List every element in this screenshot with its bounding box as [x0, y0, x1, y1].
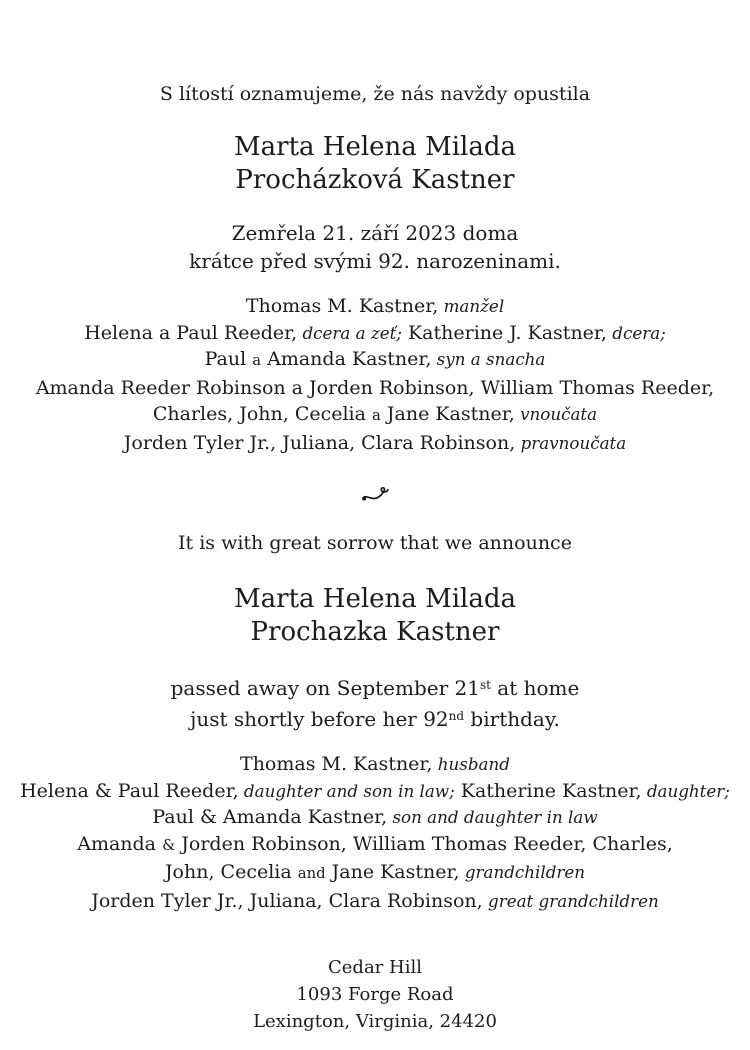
family-line — [0, 888, 750, 915]
name-text: Amanda — [77, 832, 163, 855]
name-text: and — [297, 865, 326, 882]
name-text: Paul — [204, 348, 253, 370]
name-text: Jorden Tyler Jr., Juliana, Clara Robinson, — [91, 889, 483, 912]
name-text: Thomas M. Kastner, — [240, 753, 433, 775]
relationship-text: pravnoučata — [515, 432, 627, 453]
city-state-zip: Lexington, Virginia, 24420 — [253, 1011, 497, 1032]
family-line — [0, 751, 750, 778]
relationship-text: daughter and son in law; — [238, 780, 455, 801]
relationship-text: son and daughter in law — [387, 807, 598, 827]
death-age-czech: krátce před svými 92. narozeninami. — [189, 249, 561, 273]
family-list-english — [0, 751, 750, 914]
name-text: Helena a Paul Reeder, — [84, 321, 298, 344]
family-line — [0, 293, 750, 320]
name-text: Jane Kastner, — [380, 403, 515, 425]
death-notice-czech — [0, 219, 750, 275]
death-date-english — [0, 671, 750, 702]
family-line — [0, 831, 750, 860]
name-text: Amanda Kastner, — [261, 348, 432, 370]
deceased-name-czech-line1: Marta Helena Milada — [234, 132, 516, 162]
family-line — [0, 804, 750, 831]
relationship-text: vnoučata — [514, 404, 598, 424]
death-notice-english — [0, 671, 750, 733]
relationship-text: daughter; — [641, 780, 730, 801]
name-text: & — [162, 836, 176, 854]
family-line — [0, 430, 750, 457]
venue-name: Cedar Hill — [328, 957, 422, 978]
calligraphic-flourish-icon — [362, 486, 389, 506]
ordinal-suffix: st — [479, 678, 491, 692]
death-date-czech: Zemřela 21. září 2023 doma — [231, 221, 519, 245]
family-line — [0, 401, 750, 430]
czech-intro-text: S lítostí oznamujeme, že nás navždy opustila — [159, 83, 591, 105]
deceased-name-english — [0, 583, 750, 649]
family-line — [0, 375, 750, 402]
name-text: Jane Kastner, — [325, 861, 460, 883]
deceased-name-czech-line2: Procházková Kastner — [235, 165, 515, 195]
name-text: Charles, John, Cecelia — [152, 403, 373, 425]
name-text: John, Cecelia — [164, 861, 298, 883]
street-address: 1093 Forge Road — [296, 984, 454, 1005]
relationship-text: manžel — [438, 296, 505, 316]
relationship-text: syn a snacha — [431, 349, 546, 369]
ordinal-suffix: nd — [448, 709, 465, 723]
english-intro-text: It is with great sorrow that we announce — [178, 532, 572, 554]
family-line — [0, 346, 750, 375]
deceased-name-czech — [0, 131, 750, 197]
deceased-name-english-line1: Marta Helena Milada — [234, 584, 516, 614]
name-text: Jorden Tyler Jr., Juliana, Clara Robinson, — [123, 431, 516, 454]
relationship-text: husband — [432, 754, 510, 774]
name-text: a — [372, 407, 381, 424]
name-text: just shortly before her 92 — [190, 707, 449, 731]
name-text: a — [252, 352, 262, 369]
relationship-text: dcera a zeť; — [297, 322, 402, 343]
family-line — [0, 320, 750, 347]
family-list-czech — [0, 293, 750, 456]
section-divider — [0, 483, 750, 507]
memorial-address — [0, 954, 750, 1035]
name-text: Thomas M. Kastner, — [245, 295, 439, 317]
family-line — [0, 859, 750, 888]
relationship-text: great grandchildren — [482, 890, 659, 911]
name-text: Amanda Reeder Robinson a Jorden Robinson, William Thomas Reeder, — [35, 376, 715, 399]
relationship-text: dcera; — [606, 322, 666, 343]
name-text: passed away on September 21 — [170, 676, 480, 700]
name-text: birthday. — [464, 707, 560, 731]
name-text: Katherine Kastner, — [454, 779, 642, 802]
family-line — [0, 778, 750, 805]
name-text: Jorden Robinson, William Thomas Reeder, Charles, — [175, 832, 673, 855]
name-text: Katherine J. Kastner, — [401, 321, 607, 344]
deceased-name-english-line2: Prochazka Kastner — [250, 617, 500, 647]
name-text: Helena & Paul Reeder, — [20, 779, 239, 802]
name-text: at home — [490, 676, 580, 700]
relationship-text: grandchildren — [459, 862, 586, 882]
name-text: Paul & Amanda Kastner, — [152, 806, 388, 828]
death-age-english — [0, 702, 750, 733]
